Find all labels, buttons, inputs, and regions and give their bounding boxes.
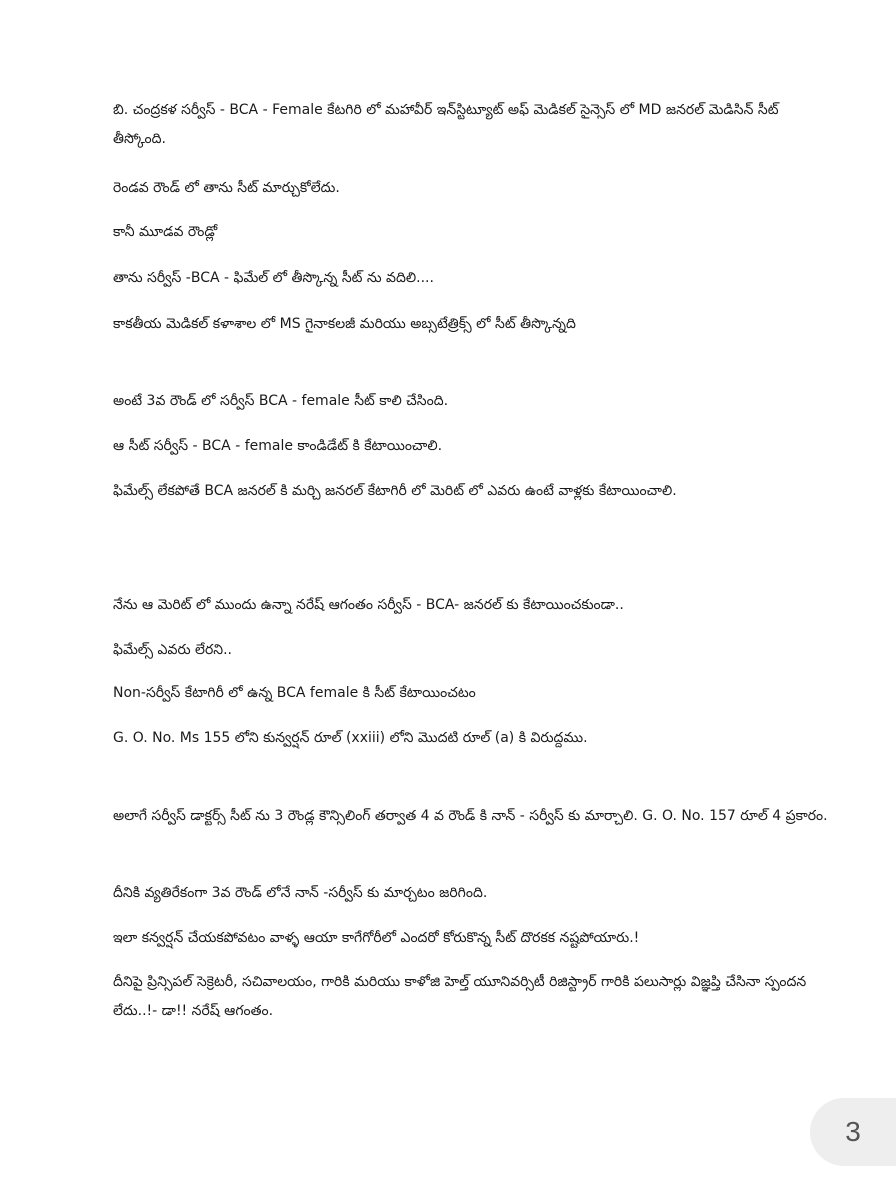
paragraph-7: ఆ సీట్ సర్వీస్ - BCA - female కాండిడేట్ కి కేటాయించాలి. [113,438,443,454]
paragraph-6: అంటే 3వ రౌండ్ లో సర్వీస్ BCA - female సీట్ కాలి చేసింది. [113,393,449,409]
paragraph-8: ఫిమేల్స్ లేకపోతే BCA జనరల్ కి మర్చి జనరల్ కేటాగిరీ లో మెరిట్ లో ఎవరు ఉంటే వాళ్లకు కేటాయించాలి. [113,483,677,499]
paragraph-11: Non-సర్వీస్ కేటాగిరీ లో ఉన్న BCA female కి సీట్ కేటాయించటం [113,685,476,701]
paragraph-3: కానీ మూడవ రౌండ్లో [113,224,218,240]
paragraph-15: ఇలా కన్వర్షన్ చేయకపోవటం వాళ్ళ ఆయా కాగేగోరీలో ఎందరో కోరుకొన్న సీట్ దొరకక నష్టపోయారు.! [113,930,640,946]
paragraph-13: అలాగే సర్వీస్ డాక్టర్స్ సీట్ ను 3 రౌండ్ల కౌన్సిలింగ్ తర్వాత 4 వ రౌండ్ కి నాన్ - సర్వీస్ కు మార్చాలి. G. O. No. 157 రూల్ 4 ప్రకారం. [113,808,828,824]
paragraph-1: బి. చంద్రకళ సర్వీస్ - BCA - Female కేటగిరి లో మహావీర్ ఇన్‌స్టిట్యూట్ అఫ్ మెడికల్ సైన్సెస్ లో MD జనరల్ మెడిసిన్ సీట్ తీస్కోంది. [113,102,779,147]
paragraph-14: దీనికి వ్యతిరేకంగా 3వ రౌండ్ లోనే నాన్ -సర్వీస్ కు మార్చటం జరిగింది. [113,885,488,901]
paragraph-4: తాను సర్వీస్ -BCA - ఫిమేల్ లో తీస్కొన్న సీట్ ను వదిలి.... [113,270,434,286]
paragraph-5: కాకతీయ మెడికల్ కళాశాల లో MS గైనాకలజీ మరియు అబ్సటేత్రిక్స్ లో సీట్ తీస్కొన్నది [113,316,576,332]
paragraph-12: G. O. No. Ms 155 లోని కున్వర్షన్ రూల్ (xxiii) లోని మొదటి రూల్ (a) కి విరుద్దము. [113,730,588,746]
page-number-badge: 3 [810,1098,896,1166]
paragraph-16: దీనిపై ప్రిన్సిపల్ సెక్రెటరీ, సచివాలయం, గారికి మరియు కాళోజి హెల్త్ యూనివర్సిటీ రిజిస్ట్రార్ గారికి పలుసార్లు విజ్ఞప్తి చేసినా స్పందన లేదు..!- డా!! నరేష్ ఆగంతం. [113,974,807,1019]
paragraph-2: రెండవ రౌండ్ లో తాను సీట్ మార్చుకోలేదు. [113,180,340,196]
paragraph-9: నేను ఆ మెరిట్ లో ముందు ఉన్నా నరేష్ ఆగంతం సర్వీస్ - BCA- జనరల్ కు కేటాయించకుండా.. [113,597,624,613]
paragraph-10: ఫిమేల్స్ ఎవరు లేరని.. [113,642,233,658]
